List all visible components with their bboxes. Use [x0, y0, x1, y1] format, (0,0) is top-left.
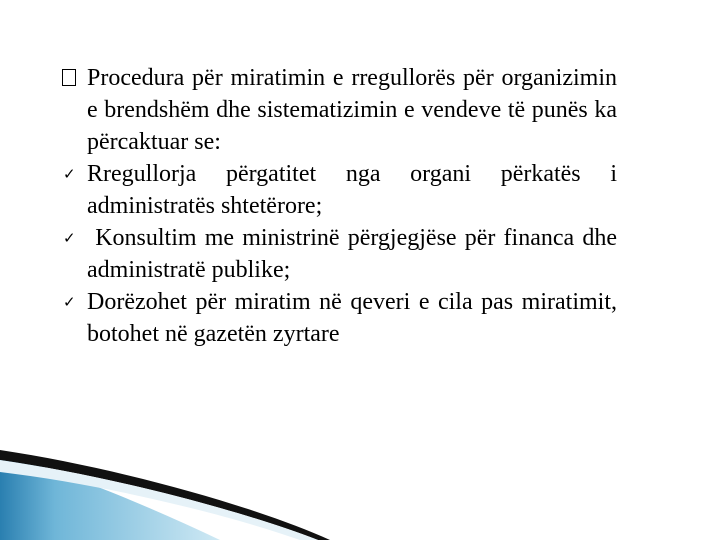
list-item	[62, 222, 624, 286]
empty-square-icon	[62, 69, 76, 86]
list-item-text: Rregullorja përgatitet nga organi përkatës i administratës shtetërore;	[87, 161, 617, 219]
list-item	[62, 158, 617, 222]
lead-paragraph	[62, 62, 617, 158]
lead-text: Procedura për miratimin e rregullorës për organizimin e brendshëm dhe sistematizimin e vendeve të punës ka përcaktuar se:	[87, 65, 617, 155]
checkmark-icon: ✓	[63, 165, 76, 183]
list-item	[62, 286, 617, 350]
decorative-swoosh	[0, 450, 720, 540]
slide-content	[62, 62, 624, 350]
list-item-text: Konsultim me ministrinë përgjegjëse për financa dhe administratë publike;	[87, 225, 624, 283]
checkmark-icon: ✓	[63, 229, 76, 247]
checkmark-icon: ✓	[63, 293, 76, 311]
list-item-text: Dorëzohet për miratim në qeveri e cila pas miratimit, botohet në gazetën zyrtare	[87, 289, 617, 347]
